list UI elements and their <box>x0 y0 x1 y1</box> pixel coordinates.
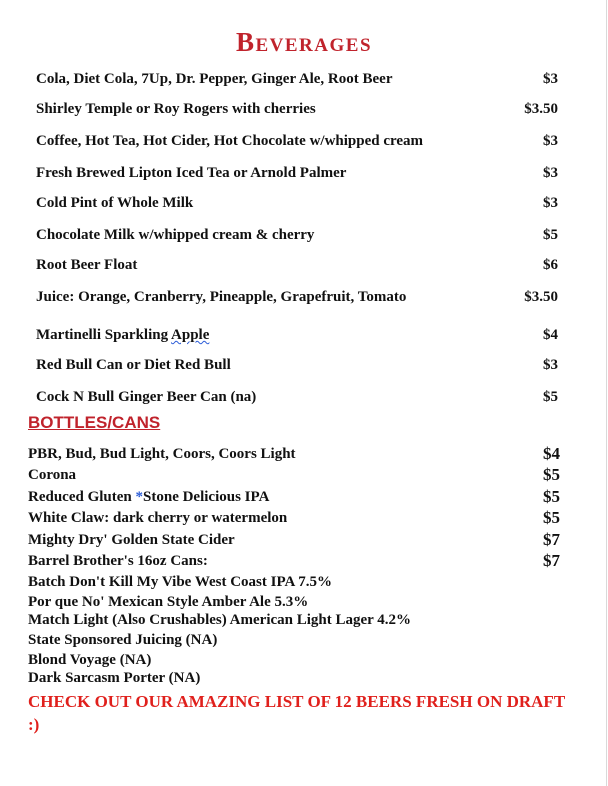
bottle-row <box>28 553 560 573</box>
beverage-row <box>36 71 558 93</box>
bottle-row <box>28 670 560 690</box>
bottle-name: Blond Voyage (NA) <box>28 652 152 668</box>
beverage-name: Fresh Brewed Lipton Iced Tea or Arnold Palmer <box>36 165 347 181</box>
beverage-name-prefix: Martinelli Sparkling <box>36 327 172 343</box>
bottle-row <box>28 510 560 530</box>
beverage-price: $3 <box>543 133 558 149</box>
bottle-price: $5 <box>543 487 560 506</box>
bottle-name: PBR, Bud, Bud Light, Coors, Coors Light <box>28 446 296 462</box>
beverage-price: $3 <box>543 357 558 373</box>
beverage-name: Shirley Temple or Roy Rogers with cherries <box>36 101 316 117</box>
bottle-name: Match Light (Also Crushables) American Light Lager 4.2% <box>28 612 412 628</box>
menu-title: Beverages <box>235 27 373 57</box>
asterisk-marker: * <box>135 489 144 505</box>
beverage-name <box>36 327 209 344</box>
spellcheck-underlined-word: Apple <box>171 327 210 343</box>
bottle-row <box>28 489 560 509</box>
bottle-row <box>28 574 560 594</box>
bottle-name: White Claw: dark cherry or watermelon <box>28 510 288 526</box>
beverage-row <box>36 227 558 249</box>
bottle-row <box>28 446 560 466</box>
beverage-row <box>36 195 558 217</box>
page-edge-rule <box>606 0 607 786</box>
bottle-name-suffix: Stone Delicious IPA <box>143 489 270 505</box>
bottle-price: $5 <box>543 508 560 527</box>
beverage-price: $3.50 <box>524 101 558 117</box>
bottle-row <box>28 632 560 652</box>
bottle-row <box>28 612 560 632</box>
bottle-name-prefix: Reduced Gluten <box>28 489 136 505</box>
beverage-price: $3 <box>543 165 558 181</box>
bottle-row <box>28 532 560 552</box>
beverage-name: Juice: Orange, Cranberry, Pineapple, Grapefruit, Tomato <box>36 289 407 305</box>
beverage-row <box>36 357 558 379</box>
bottle-name: Corona <box>28 467 77 483</box>
draft-beers-callout: CHECK OUT OUR AMAZING LIST OF 12 BEERS FRESH ON DRAFT :) <box>28 692 565 734</box>
bottles-cans-heading: BOTTLES/CANS <box>28 413 161 432</box>
bottle-name: Barrel Brother's 16oz Cans: <box>28 553 208 569</box>
beverage-price: $5 <box>543 227 558 243</box>
bottle-price: $7 <box>543 530 560 549</box>
bottle-name <box>28 489 269 506</box>
bottle-row <box>28 652 560 672</box>
bottle-price: $5 <box>543 465 560 484</box>
beverage-row <box>36 165 558 187</box>
beverage-row <box>36 101 558 123</box>
bottle-name: Dark Sarcasm Porter (NA) <box>28 670 201 686</box>
bottle-price: $7 <box>543 551 560 570</box>
bottle-name: State Sponsored Juicing (NA) <box>28 632 218 648</box>
beverage-row <box>36 389 558 411</box>
beverage-price: $3 <box>543 71 558 87</box>
bottle-name: Mighty Dry' Golden State Cider <box>28 532 235 548</box>
bottle-name: Batch Don't Kill My Vibe West Coast IPA 7.5% <box>28 574 333 590</box>
beverage-name: Cola, Diet Cola, 7Up, Dr. Pepper, Ginger Ale, Root Beer <box>36 71 393 87</box>
bottle-row <box>28 594 560 614</box>
beverage-row <box>36 133 558 155</box>
beverage-price: $5 <box>543 389 558 405</box>
beverage-row <box>36 327 558 349</box>
beverage-price: $3.50 <box>524 289 558 305</box>
bottle-price: $4 <box>543 444 560 463</box>
beverage-name: Cock N Bull Ginger Beer Can (na) <box>36 389 257 405</box>
beverage-price: $4 <box>543 327 558 343</box>
bottle-name: Por que No' Mexican Style Amber Ale 5.3% <box>28 594 309 610</box>
beverage-name: Red Bull Can or Diet Red Bull <box>36 357 231 373</box>
beverage-name: Cold Pint of Whole Milk <box>36 195 194 211</box>
beverage-name: Chocolate Milk w/whipped cream & cherry <box>36 227 315 243</box>
beverage-price: $3 <box>543 195 558 211</box>
beverage-row <box>36 289 558 311</box>
bottle-row <box>28 467 560 487</box>
beverage-price: $6 <box>543 257 558 273</box>
beverage-row <box>36 257 558 279</box>
beverage-name: Coffee, Hot Tea, Hot Cider, Hot Chocolate w/whipped cream <box>36 133 424 149</box>
beverage-name: Root Beer Float <box>36 257 138 273</box>
